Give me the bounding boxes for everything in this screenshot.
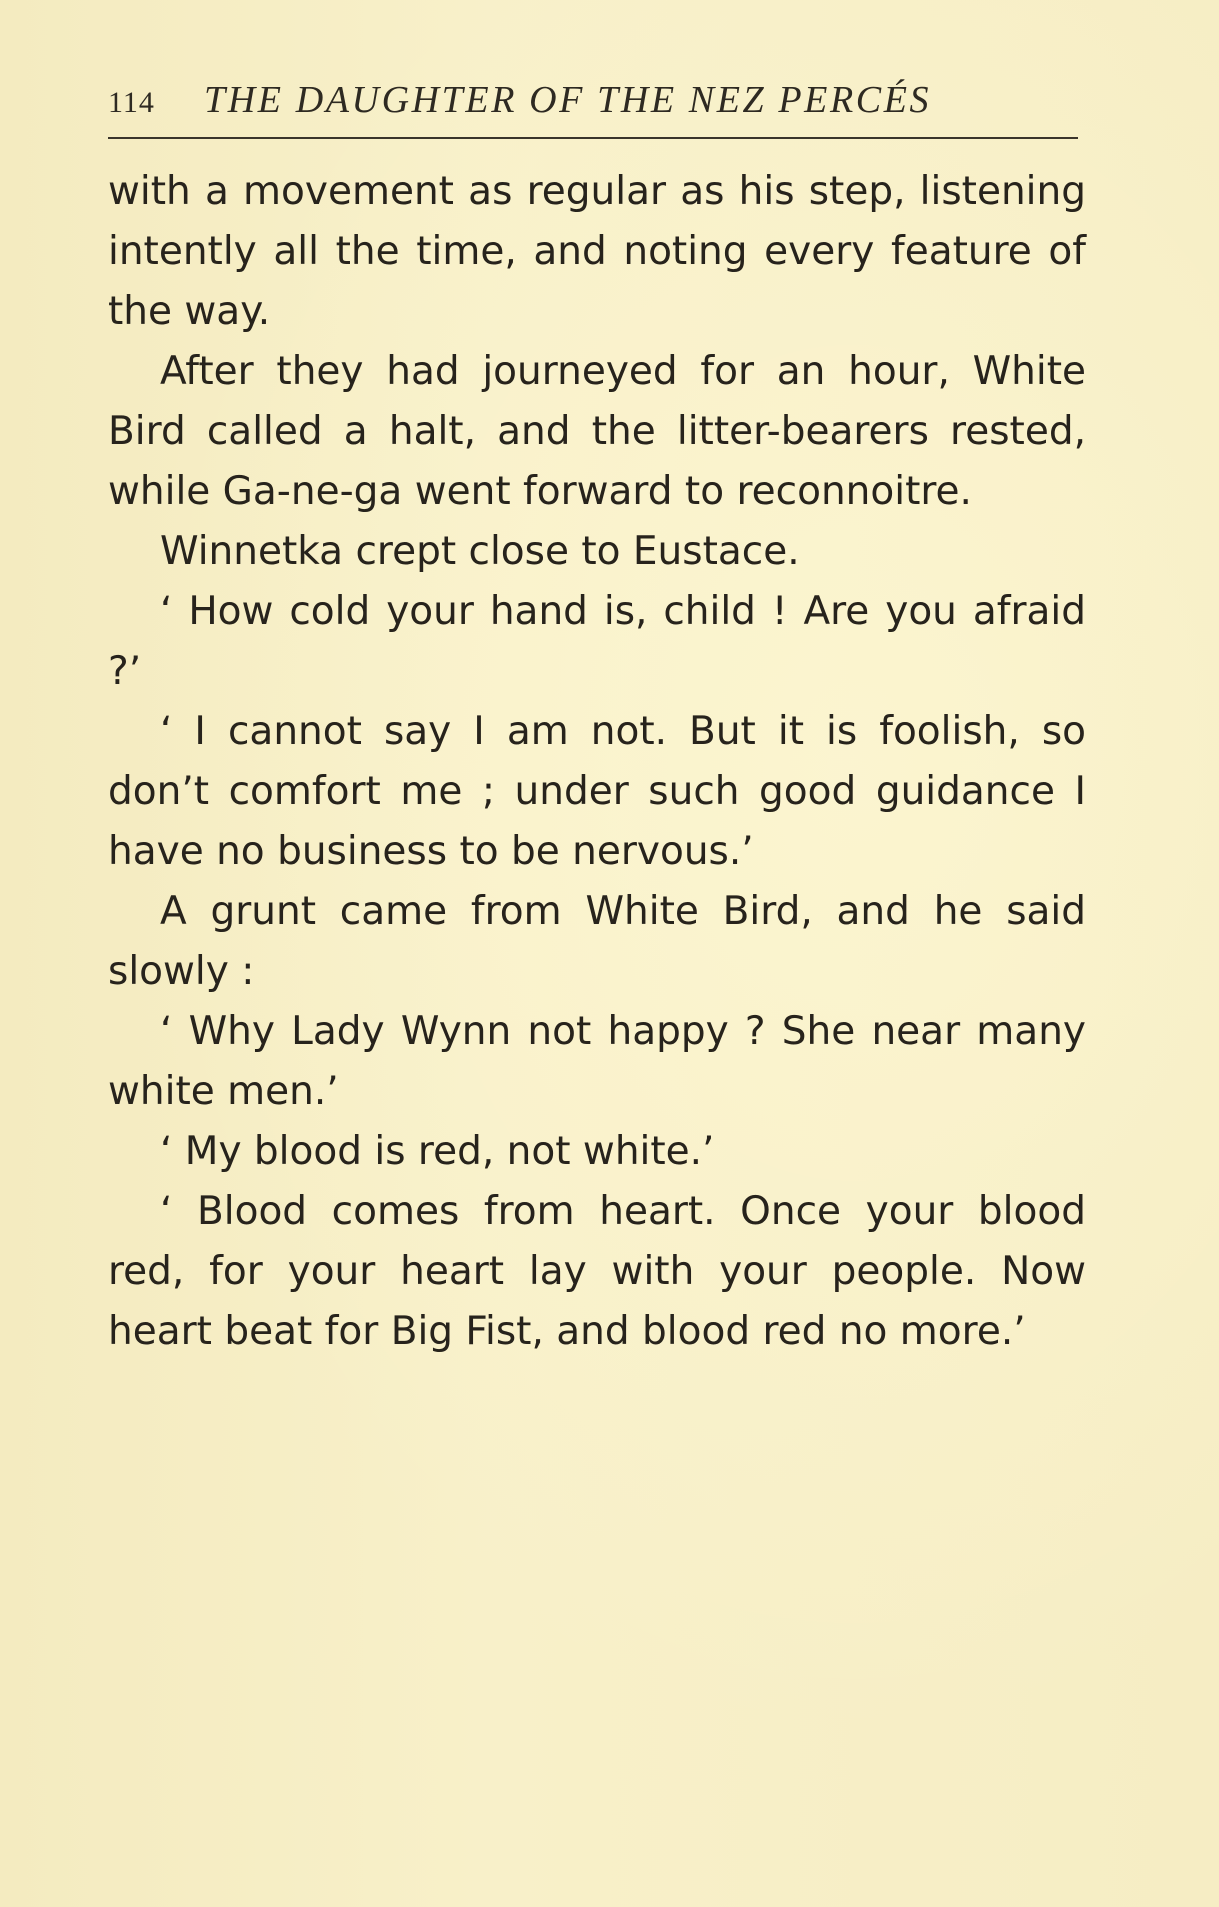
dialogue-paragraph: ‘ Why Lady Wynn not happy ? She near many white men.’ — [108, 1009, 1086, 1114]
header-rule — [108, 137, 1078, 139]
running-title: THE DAUGHTER OF THE NEZ PERCÉS — [204, 79, 932, 121]
dialogue-paragraph: ‘ My blood is red, not white.’ — [160, 1129, 715, 1174]
paragraph: Winnetka crept close to Eustace. — [160, 529, 800, 574]
running-head — [108, 72, 1078, 128]
body-text — [108, 162, 1086, 1362]
page-number: 114 — [108, 86, 155, 119]
paragraph: A grunt came from White Bird, and he said slowly : — [108, 889, 1086, 994]
paragraph: After they had journeyed for an hour, White Bird called a halt, and the litter-bearers rested, while Ga-ne-ga went forward to reconnoitre. — [108, 349, 1086, 514]
dialogue-paragraph: ‘ Blood comes from heart. Once your blood red, for your heart lay with your people. Now heart beat for Big Fist, and blood red no more.’ — [108, 1189, 1086, 1354]
paragraph-continued: with a movement as regular as his step, listening intently all the time, and noting every feature of the way. — [108, 169, 1086, 334]
dialogue-paragraph: ‘ I cannot say I am not. But it is foolish, so don’t comfort me ; under such good guidance I have no business to be nervous.’ — [108, 709, 1086, 874]
dialogue-paragraph: ‘ How cold your hand is, child ! Are you afraid ?’ — [108, 589, 1086, 694]
